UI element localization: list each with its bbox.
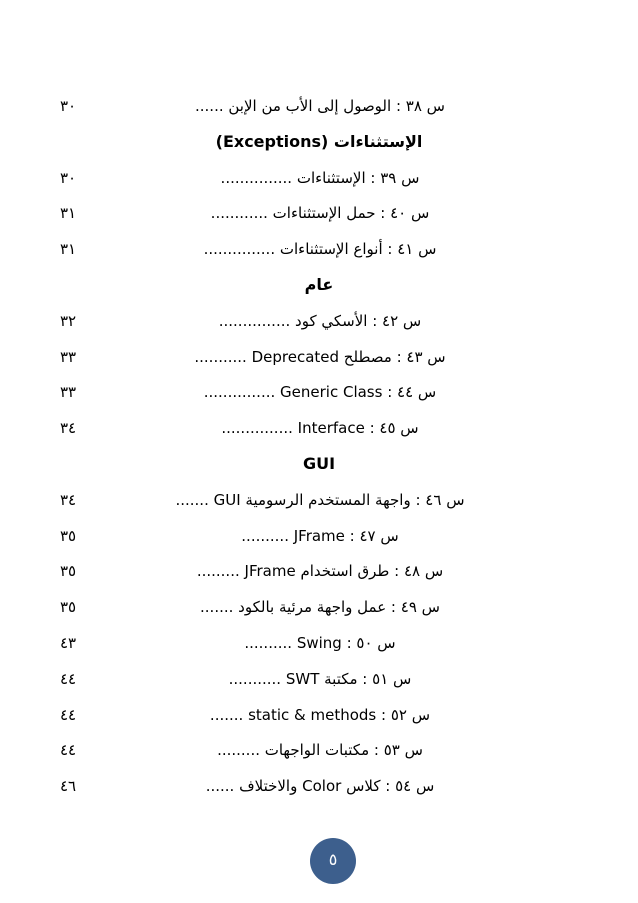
toc-page-number: ٣١ (60, 204, 77, 223)
toc-entry[interactable] (0, 771, 638, 801)
toc-entry[interactable] (0, 521, 638, 551)
toc-entry-title: س ٤٠ : حمل الإستثناءات ............ (210, 204, 430, 223)
toc-page-number: ٣٤ (60, 419, 77, 438)
toc-entry[interactable] (0, 234, 638, 264)
toc-entry[interactable] (0, 91, 638, 121)
toc-page-number: ٣٣ (60, 347, 77, 366)
page-number: ٥ (328, 850, 338, 869)
toc-page-number: ٣٢ (60, 311, 77, 330)
toc-entry-title: س ٣٩ : الإستثناءات ............... (220, 168, 420, 187)
toc-entry[interactable] (0, 306, 638, 336)
toc-entry-title: س ٤٧ : JFrame .......... (241, 526, 399, 545)
toc-entry-title: س ٥٠ : Swing .......... (244, 634, 396, 652)
toc-entry[interactable] (0, 413, 638, 443)
toc-page-number: ٣٠ (60, 168, 77, 187)
toc-entry-title: س ٤٨ : طرق استخدام JFrame ......... (196, 562, 444, 581)
toc-page-number: ٣٥ (60, 598, 77, 617)
toc-page-number: ٣٠ (60, 97, 77, 115)
toc-page-number: ٣١ (60, 240, 77, 259)
toc-entry[interactable] (0, 377, 638, 407)
toc-entry[interactable] (0, 664, 638, 694)
toc-page-number: ٣٤ (60, 490, 77, 509)
toc-entry-title: س ٤٢ : الأسكي كود ............... (218, 311, 422, 330)
toc-page-number: ٤٤ (60, 705, 77, 724)
toc-entry-title: س ٤٤ : Generic Class ............... (203, 383, 437, 402)
toc-entry-title: س ٤١ : أنواع الإستثناءات ............... (203, 240, 437, 259)
section-heading: GUI (302, 454, 336, 473)
toc-entry-title: س ٤٩ : عمل واجهة مرئية بالكود ....... (200, 598, 440, 617)
toc-entry-title: س ٣٨ : الوصول إلى الأب من الإبن ...... (195, 97, 445, 115)
section-heading: الإستثناءات (Exceptions) (215, 131, 423, 151)
section-heading: عام (304, 275, 334, 294)
toc-entry-title: س ٥٤ : كلاس Color والاختلاف ...... (205, 777, 435, 796)
toc-entry[interactable] (0, 592, 638, 622)
toc-page-number: ٤٣ (60, 634, 77, 652)
page-number-badge (310, 838, 356, 884)
toc-entry[interactable] (0, 485, 638, 515)
toc-entry[interactable] (0, 198, 638, 228)
toc-page-number: ٣٥ (60, 526, 77, 545)
toc-entry-title: س ٤٣ : مصطلح Deprecated ........... (194, 347, 446, 366)
toc-entry-title: س ٤٦ : واجهة المستخدم الرسومية GUI ....... (175, 490, 465, 509)
toc-entry[interactable] (0, 700, 638, 730)
toc-page-number: ٤٤ (60, 669, 77, 688)
toc-page-number: ٤٦ (60, 777, 77, 796)
toc-entry-title: س ٥٣ : مكتبات الواجهات ......... (217, 741, 423, 760)
toc-page-number: ٣٣ (60, 383, 77, 402)
toc-entry-title: س ٥١ : مكتبة SWT ........... (228, 669, 412, 688)
toc-entry[interactable] (0, 342, 638, 372)
toc-page-number: ٣٥ (60, 562, 77, 581)
toc-entry-title: س ٥٢ : static & methods ....... (209, 705, 431, 724)
toc-entry-title: س ٤٥ : Interface ............... (221, 419, 419, 438)
toc-page-number: ٤٤ (60, 741, 77, 760)
toc-entry[interactable] (0, 735, 638, 765)
toc-entry[interactable] (0, 163, 638, 193)
toc-entry[interactable] (0, 556, 638, 586)
toc-entry[interactable] (0, 628, 638, 658)
